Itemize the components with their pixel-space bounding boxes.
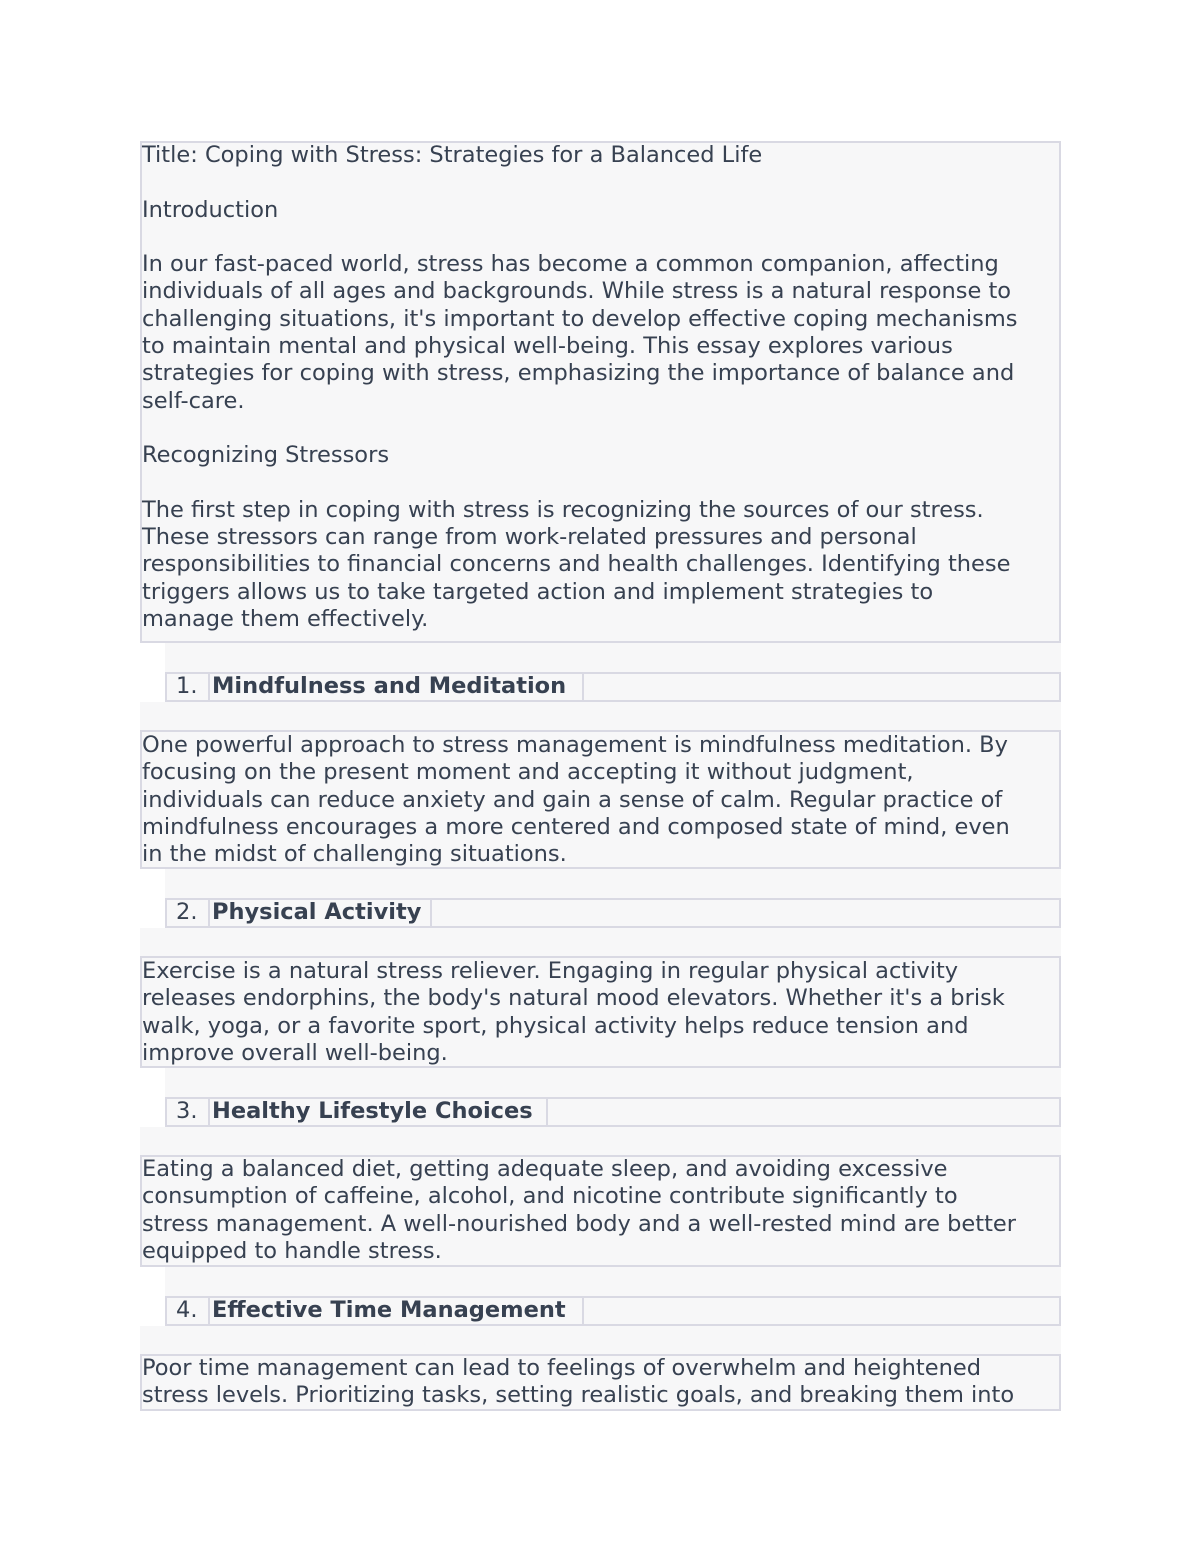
- blank-line: [142, 470, 1062, 497]
- paragraph-line: to maintain mental and physical well-being. This essay explores various: [142, 333, 953, 360]
- section-number-4: 4.: [176, 1297, 198, 1323]
- paragraph-line: stress management. A well-nourished body and a well-rested mind are better: [142, 1210, 1016, 1237]
- paragraph-line: individuals can reduce anxiety and gain a sense of calm. Regular practice of: [142, 786, 1003, 813]
- section-heading-3: Healthy Lifestyle Choices: [212, 1098, 533, 1124]
- section-text-1: [142, 732, 1062, 868]
- paragraph-line: releases endorphins, the body's natural mood elevators. Whether it's a brisk: [142, 985, 1005, 1012]
- paragraph-line: mindfulness encourages a more centered and composed state of mind, even: [142, 813, 1010, 840]
- paragraph-line: in the midst of challenging situations.: [142, 841, 567, 868]
- blank-line: [142, 415, 1062, 442]
- section-text-2: [142, 958, 1062, 1067]
- paragraph-line: consumption of caffeine, alcohol, and nicotine contribute significantly to: [142, 1183, 958, 1210]
- paragraph-line: improve overall well-being.: [142, 1039, 448, 1066]
- paragraph-line: individuals of all ages and backgrounds. While stress is a natural response to: [142, 278, 1012, 305]
- section-heading-1: Mindfulness and Meditation: [212, 673, 567, 699]
- paragraph-line: triggers allows us to take targeted action and implement strategies to: [142, 578, 934, 605]
- paragraph-line: strategies for coping with stress, emphasizing the importance of balance and: [142, 360, 1015, 387]
- spacer-band: [140, 702, 1061, 732]
- introduction-heading: Introduction: [142, 196, 279, 223]
- paragraph-line: One powerful approach to stress management is mindfulness meditation. By: [142, 732, 1008, 758]
- section-heading-2: Physical Activity: [212, 899, 422, 925]
- paragraph-line: challenging situations, it's important to develop effective coping mechanisms: [142, 305, 1018, 332]
- paragraph-line: Poor time management can lead to feelings of overwhelm and heightened: [142, 1355, 981, 1381]
- paragraph-line: responsibilities to financial concerns and health challenges. Identifying these: [142, 551, 1011, 578]
- blank-line: [142, 169, 1062, 196]
- paragraph-line: In our fast-paced world, stress has become a common companion, affecting: [142, 251, 999, 278]
- intro-text: [142, 142, 1062, 633]
- section-text-3: [142, 1156, 1062, 1265]
- paragraph-line: walk, yoga, or a favorite sport, physical activity helps reduce tension and: [142, 1012, 969, 1039]
- section-text-4: [142, 1355, 1062, 1410]
- paragraph-line: Exercise is a natural stress reliever. Engaging in regular physical activity: [142, 958, 959, 984]
- spacer-band: [140, 928, 1061, 958]
- paragraph-line: These stressors can range from work-related pressures and personal: [142, 524, 917, 551]
- spacer-band: [165, 869, 1061, 899]
- spacer-band: [140, 1127, 1061, 1157]
- section-number-3: 3.: [176, 1098, 198, 1124]
- spacer-band: [165, 643, 1061, 673]
- section-heading-4: Effective Time Management: [212, 1297, 566, 1323]
- paragraph-line: The first step in coping with stress is recognizing the sources of our stress.: [142, 496, 984, 523]
- paragraph-line: stress levels. Prioritizing tasks, setting realistic goals, and breaking them into: [142, 1382, 1015, 1409]
- spacer-band: [140, 1326, 1061, 1356]
- essay-title: Title: Coping with Stress: Strategies for a Balanced Life: [142, 142, 763, 168]
- recognizing-heading: Recognizing Stressors: [142, 442, 390, 469]
- paragraph-line: Eating a balanced diet, getting adequate sleep, and avoiding excessive: [142, 1156, 948, 1182]
- spacer-band: [165, 1068, 1061, 1098]
- blank-line: [142, 224, 1062, 251]
- section-number-1: 1.: [176, 673, 198, 699]
- paragraph-line: self-care.: [142, 387, 245, 414]
- spacer-band: [165, 1267, 1061, 1297]
- paragraph-line: manage them effectively.: [142, 606, 429, 633]
- paragraph-line: equipped to handle stress.: [142, 1237, 442, 1264]
- paragraph-line: focusing on the present moment and accepting it without judgment,: [142, 759, 914, 786]
- section-number-2: 2.: [176, 899, 198, 925]
